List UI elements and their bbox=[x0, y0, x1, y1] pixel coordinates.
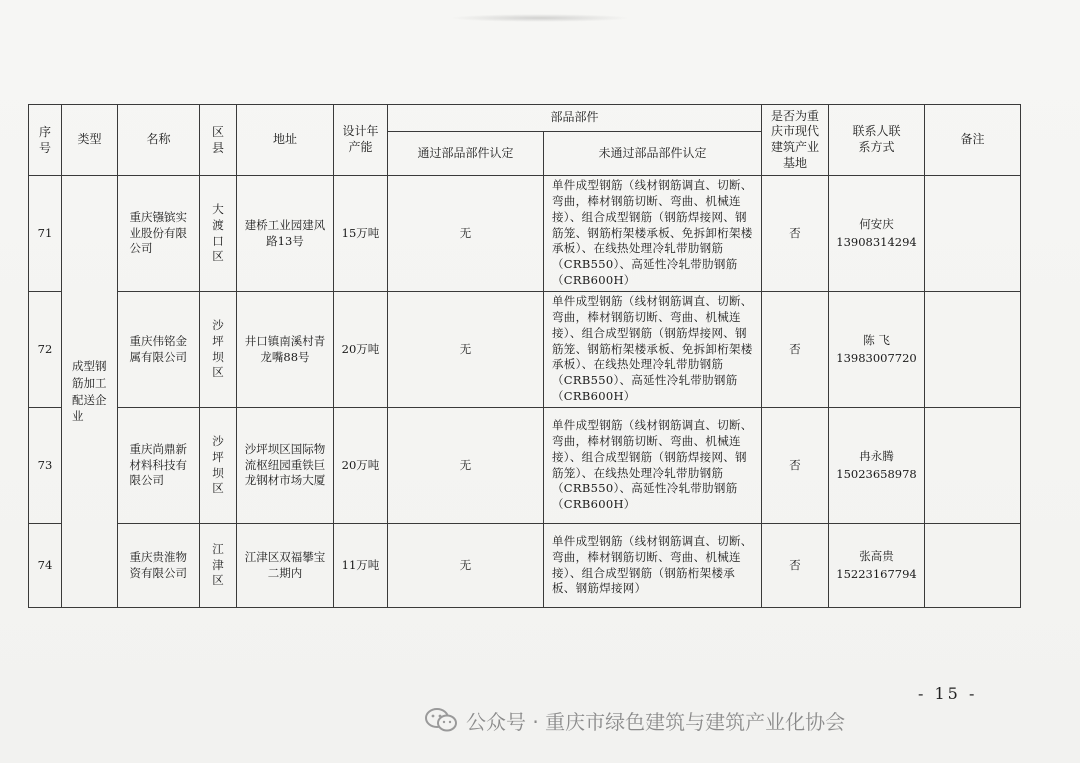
page-number: - 15 - bbox=[918, 684, 978, 703]
contact-name: 何安庆 bbox=[859, 217, 894, 232]
cell-address: 井口镇南溪村青龙嘴88号 bbox=[237, 292, 334, 408]
cell-district: 江津区 bbox=[200, 524, 237, 608]
scan-artifact bbox=[450, 14, 630, 22]
cell-remark bbox=[925, 292, 1021, 408]
cell-name: 重庆贵淮物资有限公司 bbox=[118, 524, 200, 608]
cell-seq: 74 bbox=[29, 524, 62, 608]
cell-capacity: 15万吨 bbox=[334, 176, 388, 292]
contact-phone: 15223167794 bbox=[836, 566, 917, 581]
cell-base: 否 bbox=[762, 292, 829, 408]
header-address: 地址 bbox=[237, 105, 334, 176]
cell-district: 大渡口区 bbox=[200, 176, 237, 292]
table-row bbox=[29, 292, 1021, 408]
cell-contact bbox=[829, 176, 925, 292]
header-not-passed: 未通过部品部件认定 bbox=[544, 132, 762, 176]
table-row bbox=[29, 408, 1021, 524]
wechat-icon bbox=[424, 707, 458, 733]
watermark bbox=[424, 704, 845, 736]
cell-seq: 72 bbox=[29, 292, 62, 408]
cell-seq: 73 bbox=[29, 408, 62, 524]
cell-name: 重庆伟铭金属有限公司 bbox=[118, 292, 200, 408]
header-remark: 备注 bbox=[925, 105, 1021, 176]
header-capacity: 设计年产能 bbox=[334, 105, 388, 176]
cell-passed: 无 bbox=[388, 524, 544, 608]
contact-name: 张高贵 bbox=[859, 549, 894, 564]
cell-name: 重庆镪镔实业股份有限公司 bbox=[118, 176, 200, 292]
cell-remark bbox=[925, 176, 1021, 292]
cell-contact bbox=[829, 292, 925, 408]
header-base: 是否为重庆市现代建筑产业基地 bbox=[762, 105, 829, 176]
header-type: 类型 bbox=[62, 105, 118, 176]
contact-phone: 13908314294 bbox=[836, 234, 917, 249]
cell-passed: 无 bbox=[388, 292, 544, 408]
cell-remark bbox=[925, 408, 1021, 524]
watermark-text: 公众号 · 重庆市绿色建筑与建筑产业化协会 bbox=[466, 709, 846, 734]
cell-name: 重庆尚鼎新材料科技有限公司 bbox=[118, 408, 200, 524]
contact-name: 陈 飞 bbox=[863, 333, 890, 348]
cell-passed: 无 bbox=[388, 176, 544, 292]
cell-seq: 71 bbox=[29, 176, 62, 292]
contact-name: 冉永腾 bbox=[859, 449, 894, 464]
header-seq: 序号 bbox=[29, 105, 62, 176]
cell-base: 否 bbox=[762, 176, 829, 292]
cell-capacity: 20万吨 bbox=[334, 292, 388, 408]
cell-base: 否 bbox=[762, 524, 829, 608]
cell-passed: 无 bbox=[388, 408, 544, 524]
enterprise-table bbox=[28, 104, 1021, 608]
contact-phone: 13983007720 bbox=[836, 350, 917, 365]
cell-address: 江津区双福攀宝二期内 bbox=[237, 524, 334, 608]
cell-capacity: 11万吨 bbox=[334, 524, 388, 608]
cell-district: 沙坪坝区 bbox=[200, 408, 237, 524]
cell-not-passed: 单件成型钢筋（线材钢筋调直、切断、弯曲，棒材钢筋切断、弯曲、机械连接）、组合成型钢筋（钢筋桁架楼承板、钢筋焊接网） bbox=[544, 524, 762, 608]
cell-contact bbox=[829, 524, 925, 608]
header-name: 名称 bbox=[118, 105, 200, 176]
cell-category: 成型钢筋加工配送企业 bbox=[62, 176, 118, 608]
table-row bbox=[29, 524, 1021, 608]
cell-contact bbox=[829, 408, 925, 524]
cell-not-passed: 单件成型钢筋（线材钢筋调直、切断、弯曲，棒材钢筋切断、弯曲、机械连接）、组合成型钢筋（钢筋焊接网、钢筋笼）、在线热处理冷轧带肋钢筋（CRB550）、高延性冷轧带肋钢筋（CRB600H） bbox=[544, 408, 762, 524]
cell-not-passed: 单件成型钢筋（线材钢筋调直、切断、弯曲，棒材钢筋切断、弯曲、机械连接）、组合成型钢筋（钢筋焊接网、钢筋笼、钢筋桁架楼承板、免拆卸桁架楼承板）、在线热处理冷轧带肋钢筋（CRB550）、高延性冷轧带肋钢筋（CRB600H） bbox=[544, 176, 762, 292]
contact-phone: 15023658978 bbox=[836, 466, 917, 481]
cell-capacity: 20万吨 bbox=[334, 408, 388, 524]
cell-remark bbox=[925, 524, 1021, 608]
table-row bbox=[29, 176, 1021, 292]
cell-address: 建桥工业园建风路13号 bbox=[237, 176, 334, 292]
header-contact: 联系人联系方式 bbox=[829, 105, 925, 176]
cell-not-passed: 单件成型钢筋（线材钢筋调直、切断、弯曲，棒材钢筋切断、弯曲、机械连接）、组合成型钢筋（钢筋焊接网、钢筋笼、钢筋桁架楼承板、免拆卸桁架楼承板）、在线热处理冷轧带肋钢筋（CRB550）、高延性冷轧带肋钢筋（CRB600H） bbox=[544, 292, 762, 408]
cell-district: 沙坪坝区 bbox=[200, 292, 237, 408]
cell-address: 沙坪坝区国际物流枢纽园重铁巨龙钢材市场大厦 bbox=[237, 408, 334, 524]
header-district: 区县 bbox=[200, 105, 237, 176]
cell-base: 否 bbox=[762, 408, 829, 524]
header-parts: 部品部件 bbox=[388, 105, 762, 132]
header-passed: 通过部品部件认定 bbox=[388, 132, 544, 176]
